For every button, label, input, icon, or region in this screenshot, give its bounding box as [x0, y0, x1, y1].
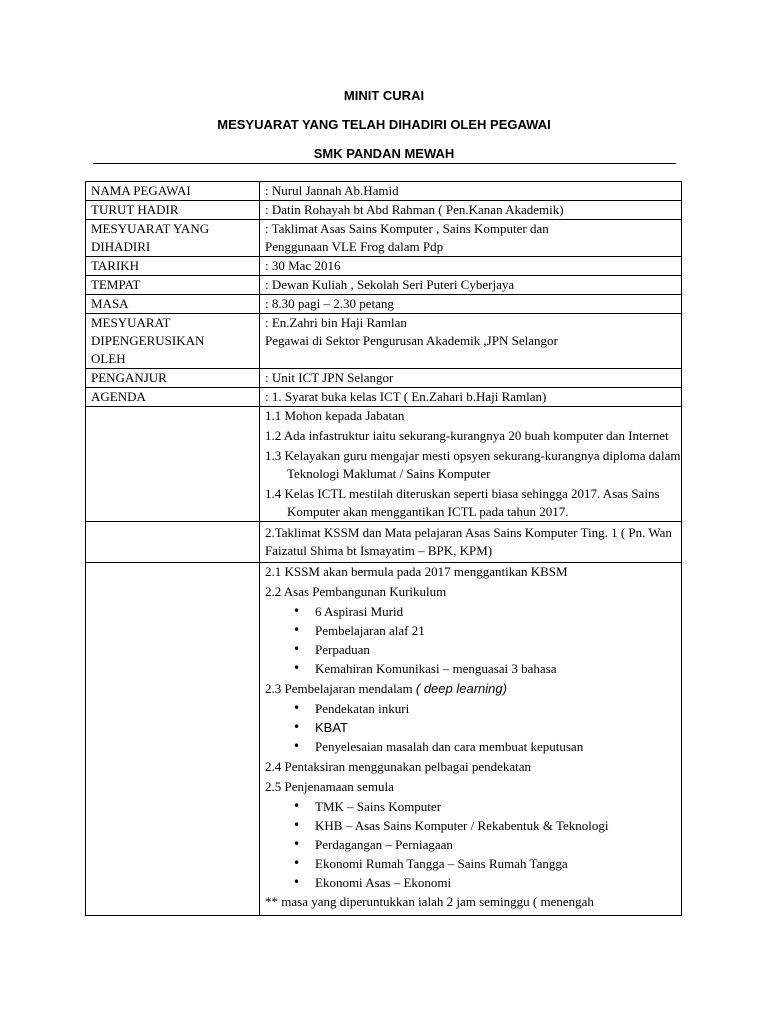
row-mesyuarat	[86, 220, 682, 257]
row-tempat	[86, 276, 682, 295]
label-line: OLEH	[91, 351, 126, 366]
agenda-item: 1.2 Ada infastruktur iaitu sekurang-kurangnya 20 buah komputer dan Internet	[265, 428, 669, 443]
label-nama-pegawai: NAMA PEGAWAI	[86, 182, 260, 201]
row-agenda	[86, 388, 682, 407]
bullet-item: • TMK – Sains Komputer	[315, 797, 681, 816]
value-turut-hadir: : Datin Rohayah bt Abd Rahman ( Pen.Kanan Akademik)	[260, 201, 682, 220]
label-tarikh: TARIKH	[86, 257, 260, 276]
label-line: DIHADIRI	[91, 239, 151, 254]
bullet-item: • KBAT	[315, 718, 681, 737]
agenda-item: 1.1 Mohon kepada Jabatan	[265, 408, 405, 423]
section-2-3-label: 2.3 Pembelajaran mendalam	[265, 681, 413, 696]
bullet-item: • Ekonomi Rumah Tangga – Sains Rumah Tangga	[315, 854, 681, 873]
bullet-item: • Pendekatan inkuri	[315, 699, 681, 718]
section-2-2: 2.2 Asas Pembangunan Kurikulum	[265, 584, 447, 599]
value-line: : En.Zahri bin Haji Ramlan	[265, 315, 407, 330]
label-line: MESYUARAT YANG	[91, 221, 210, 236]
row-nama	[86, 182, 682, 201]
section-2-3-italic: ( deep learning)	[415, 681, 507, 696]
value-nama-pegawai: : Nurul Jannah Ab.Hamid	[260, 182, 682, 201]
bullet-item: • Perpaduan	[315, 640, 681, 659]
section-2-4: 2.4 Pentaksiran menggunakan pelbagai pendekatan	[265, 759, 532, 774]
section-2-5-bullets	[265, 797, 681, 892]
value-masa: : 8.30 pagi – 2.30 petang	[260, 295, 682, 314]
document-title: MINIT CURAI	[343, 88, 425, 103]
label-mesyuarat-dihadiri	[86, 220, 260, 257]
value-line: : Taklimat Asas Sains Komputer , Sains Komputer dan	[265, 221, 549, 236]
agenda-item: 1.4 Kelas ICTL mestilah diteruskan seperti biasa sehingga 2017. Asas Sains Komputer akan menggantikan ICTL pada tahun 2017.	[265, 486, 660, 519]
value-mesyuarat-dihadiri	[260, 220, 682, 257]
value-tarikh: : 30 Mac 2016	[260, 257, 682, 276]
value-penganjur: : Unit ICT JPN Selangor	[260, 369, 682, 388]
label-line: MESYUARAT	[91, 315, 171, 330]
row-penganjur	[86, 369, 682, 388]
note-text: ** masa yang diperuntukkan ialah 2 jam seminggu ( menengah	[265, 894, 594, 909]
section-2-3-bullets	[265, 699, 681, 756]
section-2-3	[265, 680, 681, 698]
agenda-item: 1.3 Kelayakan guru mengajar mesti opsyen sekurang-kurangnya diploma dalam Teknologi Maklumat / Sains Komputer	[265, 448, 681, 481]
agenda-2-heading: 2.Taklimat KSSM dan Mata pelajaran Asas Sains Komputer Ting. 1 ( Pn. Wan Faizatul Shima bt Ismayatim – BPK, KPM)	[260, 522, 682, 563]
bullet-item: • Ekonomi Asas – Ekonomi	[315, 873, 681, 892]
school-name: SMK PANDAN MEWAH	[313, 146, 455, 161]
section-2-2-bullets	[265, 602, 681, 678]
label-line: DIPENGERUSIKAN	[91, 333, 205, 348]
row-tarikh	[86, 257, 682, 276]
empty-cell	[86, 407, 260, 522]
label-turut-hadir: TURUT HADIR	[86, 201, 260, 220]
section-2-5: 2.5 Penjenamaan semula	[265, 779, 394, 794]
empty-cell	[86, 522, 260, 563]
label-masa: MASA	[86, 295, 260, 314]
value-pengerusi	[260, 314, 682, 369]
label-pengerusi	[86, 314, 260, 369]
bullet-item: • Kemahiran Komunikasi – menguasai 3 bahasa	[315, 659, 681, 678]
label-penganjur: PENGANJUR	[86, 369, 260, 388]
minutes-table	[85, 181, 682, 916]
value-line: Penggunaan VLE Frog dalam Pdp	[265, 239, 444, 254]
value-tempat: : Dewan Kuliah , Sekolah Seri Puteri Cyberjaya	[260, 276, 682, 295]
section-2-1: 2.1 KSSM akan bermula pada 2017 menggantikan KBSM	[265, 564, 568, 579]
agenda-1-list	[260, 407, 682, 522]
label-agenda: AGENDA	[86, 388, 260, 407]
document-subtitle: MESYUARAT YANG TELAH DIHADIRI OLEH PEGAWAI	[217, 117, 551, 132]
bullet-item: • Penyelesaian masalah dan cara membuat keputusan	[315, 737, 681, 756]
bullet-item: • KHB – Asas Sains Komputer / Rekabentuk & Teknologi	[315, 816, 681, 835]
bullet-item: • 6 Aspirasi Murid	[315, 602, 681, 621]
agenda-2-list	[260, 563, 682, 916]
empty-cell	[86, 563, 260, 916]
bullet-item: • Pembelajaran alaf 21	[315, 621, 681, 640]
label-tempat: TEMPAT	[86, 276, 260, 295]
row-agenda-2-heading	[86, 522, 682, 563]
row-pengerusi	[86, 314, 682, 369]
header-divider	[93, 163, 676, 164]
row-agenda-2-details	[86, 563, 682, 916]
row-masa	[86, 295, 682, 314]
bullet-item: • Perdagangan – Perniagaan	[315, 835, 681, 854]
row-agenda-1-details	[86, 407, 682, 522]
value-line: Pegawai di Sektor Pengurusan Akademik ,JPN Selangor	[265, 333, 558, 348]
value-agenda: : 1. Syarat buka kelas ICT ( En.Zahari b.Haji Ramlan)	[260, 388, 682, 407]
row-turut-hadir	[86, 201, 682, 220]
